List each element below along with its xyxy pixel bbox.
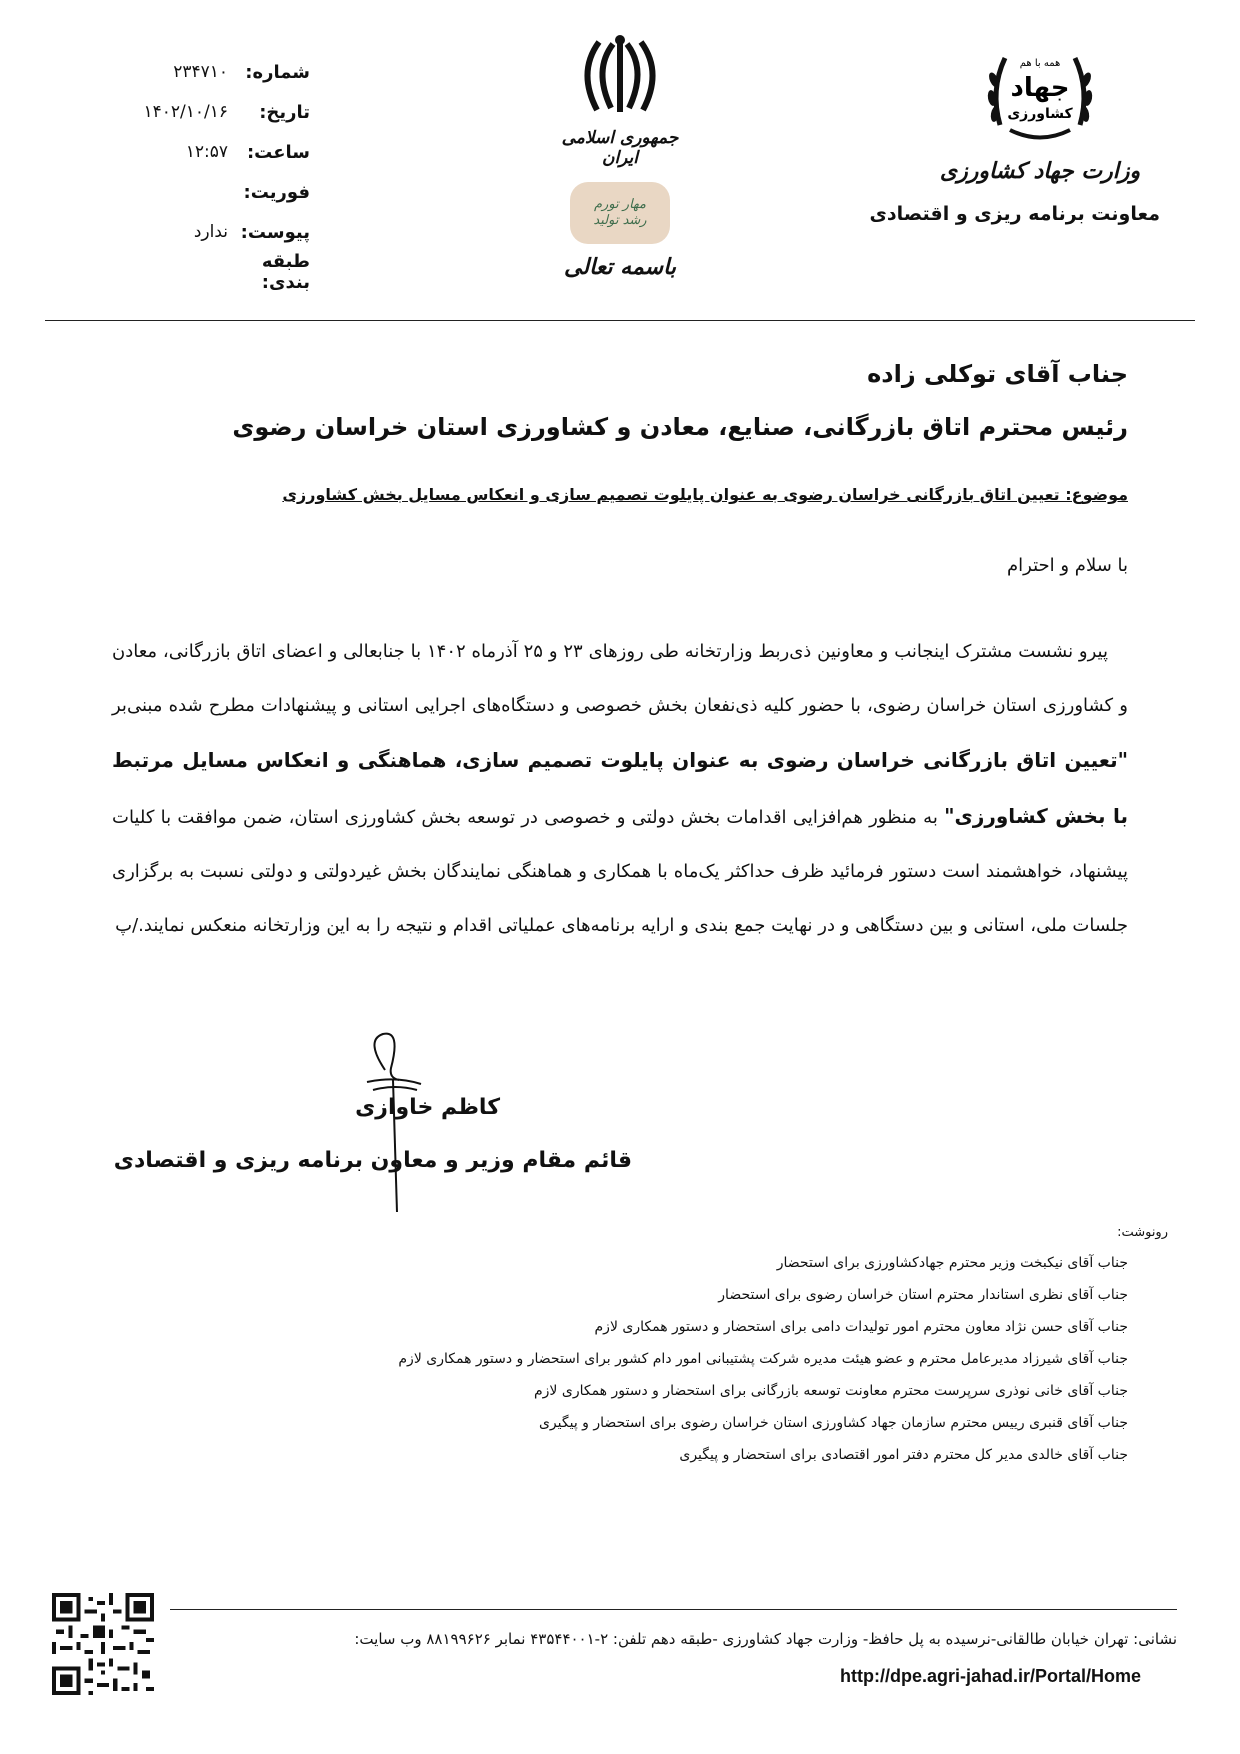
emblem-line-3: کشاورزی (1007, 106, 1073, 122)
signatory-name: کاظم خاوازی (355, 1095, 500, 1120)
letter-subject: موضوع: تعیین اتاق بازرگانی خراسان رضوی به عنوان پایلوت تصمیم سازی و انعکاس مسایل بخش کشاورزی (282, 485, 1128, 504)
meta-urgency-row (100, 172, 310, 212)
time-label: ساعت: (246, 141, 310, 163)
qr-code-icon (52, 1593, 154, 1695)
recipient-title: رئیس محترم اتاق بازرگانی، صنایع، معادن و کشاورزی استان خراسان رضوی (232, 413, 1128, 441)
iri-emblem-icon (575, 30, 665, 120)
body-part-2: به منظور هم‌افزایی اقدامات بخش دولتی و خصوصی در توسعه بخش کشاورزی استان، ضمن موافقت با کلیات پیشنهاد، خواهشمند است دستور فرمائید ظرف حداکثر یک‌ماه با همکاری و هماهنگی نمایندگان بخش غیردولتی و دولتی نسبت به برگزاری جلسات ملی، استانی و بین دستگاهی و در نهایت جمع بندی و ارایه برنامه‌های عملیاتی اقدام و نتیجه را به این وزارتخانه منعکس نمایند./پ (112, 807, 1128, 936)
number-value: ۲۳۴۷۱۰ (173, 62, 228, 82)
signatory-title: قائم مقام وزیر و معاون برنامه ریزی و اقتصادی (113, 1148, 632, 1173)
cc-list (398, 1255, 1128, 1479)
body-part-1: پیرو نشست مشترک اینجانب و معاونین ذی‌ربط وزارتخانه طی روزهای ۲۳ و ۲۵ آذرماه ۱۴۰۲ با جنابعالی و اعضای اتاق بازرگانی، معادن و کشاورزی استان خراسان رضوی، با حضور کلیه ذی‌نفعان بخش خصوصی و دستگاه‌های اجرایی استانی و پیشنهادات مطرح شده مبنی‌بر (112, 641, 1128, 716)
number-label: شماره: (245, 61, 310, 83)
slogan-line-2: رشد تولید (593, 213, 647, 228)
body-emphasis: "تعیین اتاق بازرگانی خراسان رضوی به عنوان پایلوت تصمیم سازی، هماهنگی و انعکاس مسایل مرتبط با بخش کشاورزی" (112, 748, 1128, 828)
cc-item: جناب آقای خانی نوذری سرپرست محترم معاونت توسعه بازرگانی برای استحضار و دستور همکاری لازم (534, 1383, 1128, 1399)
meta-date-row (100, 92, 310, 132)
slogan-badge (570, 182, 670, 244)
greeting: با سلام و احترام (1007, 555, 1128, 576)
urgency-label: فوریت: (243, 181, 310, 203)
handwritten-signature (355, 1030, 435, 1215)
emblem-line-1: همه با هم (1019, 58, 1061, 69)
cc-item: جناب آقای شیرزاد مدیرعامل محترم و عضو هیئت مدیره شرکت پشتیبانی امور دام کشور برای استحضار و دستور همکاری لازم (398, 1351, 1128, 1367)
attachment-label: پیوست: (240, 221, 310, 243)
cc-item: جناب آقای نیکبخت وزیر محترم جهادکشاورزی برای استحضار (776, 1255, 1128, 1271)
classification-label: طبقه بندی: (261, 251, 310, 293)
cc-item: جناب آقای خالدی مدیر کل محترم دفتر امور اقتصادی برای استحضار و پیگیری (679, 1447, 1128, 1463)
recipient-name: جناب آقای توکلی زاده (867, 360, 1128, 388)
meta-time-row (100, 132, 310, 172)
iri-text: جمهوری اسلامی ایران (561, 128, 679, 168)
ministry-name: وزارت جهاد کشاورزی (939, 158, 1141, 184)
time-value: ۱۲:۵۷ (185, 142, 228, 162)
emblem-line-2: جهاد (1010, 73, 1070, 103)
footer-divider (170, 1609, 1177, 1610)
date-label: تاریخ: (259, 101, 310, 123)
letter-body (112, 625, 1128, 953)
cc-item: جناب آقای حسن نژاد معاون محترم امور تولیدات دامی برای استحضار و دستور همکاری لازم (594, 1319, 1128, 1335)
letter-meta (100, 52, 310, 292)
cc-item: جناب آقای نظری استاندار محترم استان خراسان رضوی برای استحضار (718, 1287, 1128, 1303)
slogan-line-1: مهار تورم (594, 197, 646, 213)
footer-address: نشانی: تهران خیابان طالقانی-نرسیده به پل حافظ- وزارت جهاد کشاورزی -طبقه دهم تلفن: ۲-۴۳۵۴۴۰۰۱ نمابر ۸۸۱۹۹۶۲۶ وب سایت: (354, 1630, 1177, 1648)
cc-item: جناب آقای قنبری رییس محترم سازمان جهاد کشاورزی استان خراسان رضوی برای استحضار و پیگیری (538, 1415, 1128, 1431)
ministry-logo (910, 30, 1170, 184)
iri-logo-block (545, 30, 695, 280)
attachment-value: ندارد (193, 222, 228, 242)
letterhead (0, 0, 1240, 320)
cc-label: رونوشت: (1117, 1225, 1168, 1240)
date-value: ۱۴۰۲/۱۰/۱۶ (143, 102, 228, 122)
website-link[interactable]: http://dpe.agri-jahad.ir/Portal/Home (840, 1666, 1142, 1686)
department-name: معاونت برنامه ریزی و اقتصادی (869, 203, 1160, 225)
meta-classification-row (100, 252, 310, 292)
meta-number-row (100, 52, 310, 92)
header-divider (45, 320, 1195, 321)
basmala: باسمه تعالی (564, 254, 676, 280)
ministry-emblem-icon (980, 30, 1100, 150)
meta-attachment-row (100, 212, 310, 252)
